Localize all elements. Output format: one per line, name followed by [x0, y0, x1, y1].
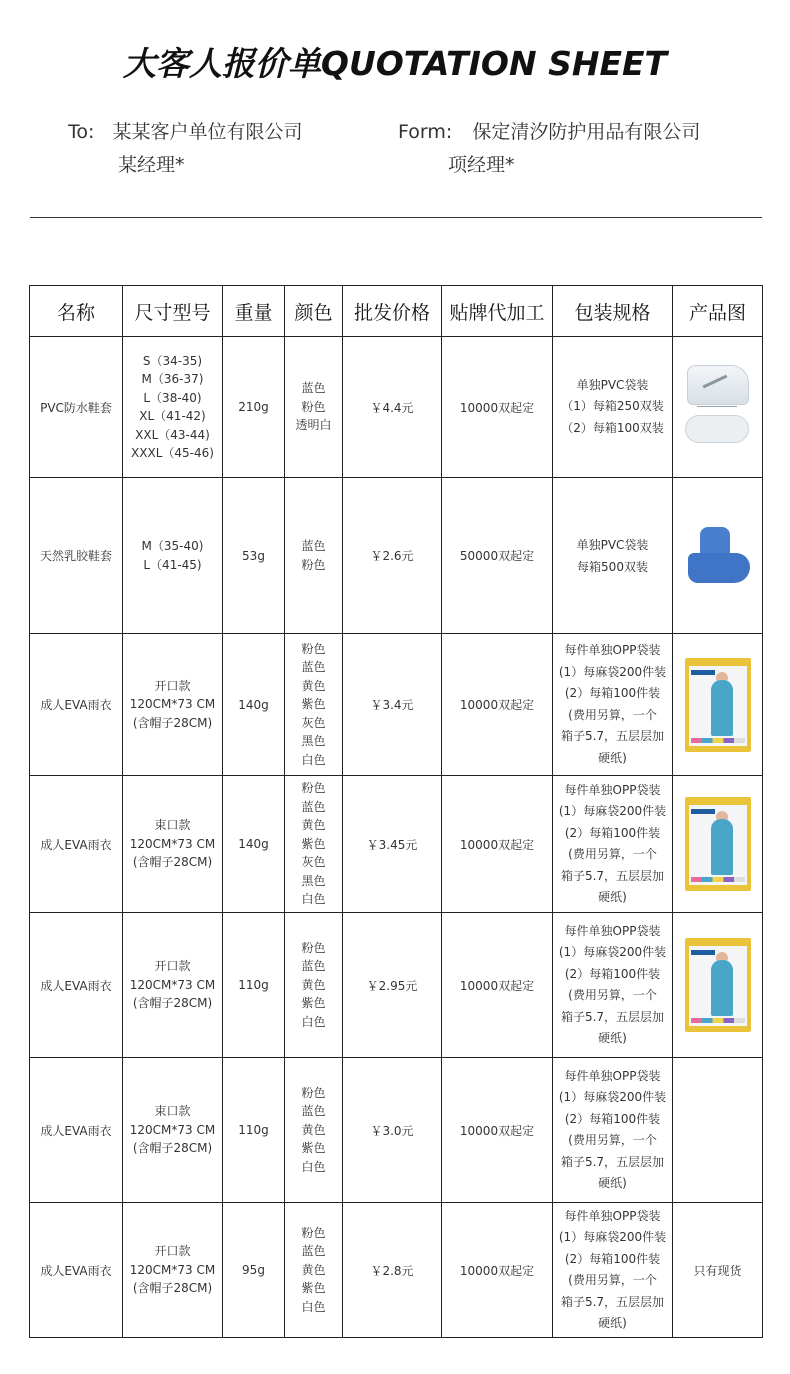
from-block — [398, 116, 700, 182]
color-line: 粉色 — [301, 557, 326, 572]
size-cell — [123, 1058, 223, 1203]
size-line: 束口款 — [154, 818, 191, 833]
to-company: 某某客户单位有限公司 — [112, 121, 303, 143]
price-cell: ￥3.0元 — [343, 1058, 442, 1203]
packing-line: 每件单独OPP袋装 — [564, 643, 661, 657]
color-line: 蓝色 — [301, 1104, 326, 1119]
product-name: 成人EVA雨衣 — [30, 1203, 123, 1338]
packing-cell — [553, 1203, 673, 1338]
packing-cell — [553, 776, 673, 913]
color-line: 白色 — [301, 892, 326, 907]
packing-line: (费用另算，一个 — [568, 1133, 657, 1147]
packing-line: (费用另算，一个 — [568, 988, 657, 1002]
color-cell — [285, 913, 343, 1058]
color-cell — [285, 1203, 343, 1338]
size-line: 120CM*73 CM — [129, 836, 216, 851]
oem-cell: 10000双起定 — [442, 913, 553, 1058]
color-line: 白色 — [301, 1014, 326, 1029]
packing-cell — [553, 634, 673, 776]
size-cell — [123, 1203, 223, 1338]
weight-cell: 95g — [223, 1203, 285, 1338]
packing-line: 箱子5.7，五层层加 — [560, 729, 665, 743]
table-row — [30, 337, 763, 478]
size-line: S（34-35) — [142, 353, 203, 368]
packing-cell — [553, 1058, 673, 1203]
size-line: 120CM*73 CM — [129, 697, 216, 712]
size-cell — [123, 776, 223, 913]
size-line: 120CM*73 CM — [129, 977, 216, 992]
color-line: 白色 — [301, 1299, 326, 1314]
color-line: 灰色 — [301, 715, 326, 730]
packing-line: (1）每麻袋200件装 — [558, 1090, 667, 1104]
product-image-cell — [673, 1058, 763, 1203]
color-line: 紫色 — [301, 996, 326, 1011]
packing-line: 每箱500双装 — [577, 559, 648, 574]
packing-line: 单独PVC袋装 — [576, 377, 649, 392]
eva-raincoat-image — [685, 797, 751, 891]
weight-cell: 110g — [223, 913, 285, 1058]
packing-line: (2）每箱100件装 — [564, 1111, 661, 1126]
to-label: To: — [68, 121, 95, 143]
weight-cell: 53g — [223, 478, 285, 634]
color-line: 粉色 — [301, 940, 326, 955]
product-name: 成人EVA雨衣 — [30, 776, 123, 913]
product-image-note: 只有现货 — [673, 1203, 763, 1338]
price-cell: ￥2.8元 — [343, 1203, 442, 1338]
packing-cell — [553, 337, 673, 478]
to-contact: 某经理* — [118, 154, 185, 176]
table-row — [30, 1058, 763, 1203]
table-row — [30, 776, 763, 913]
color-line: 透明白 — [295, 418, 332, 433]
size-line: 120CM*73 CM — [129, 1262, 216, 1277]
color-line: 蓝色 — [301, 381, 326, 396]
color-line: 白色 — [301, 752, 326, 767]
packing-line: (费用另算，一个 — [568, 847, 657, 861]
color-line: 蓝色 — [301, 959, 326, 974]
size-line: L（38-40) — [143, 390, 202, 405]
size-cell — [123, 634, 223, 776]
packing-line: (2）每箱100件装 — [564, 686, 661, 700]
color-line: 灰色 — [301, 855, 326, 870]
from-contact: 项经理* — [448, 154, 515, 176]
header-oem: 贴牌代加工 — [442, 286, 553, 337]
product-image-cell — [673, 478, 763, 634]
color-line: 蓝色 — [301, 539, 326, 553]
size-line: (含帽子28CM) — [132, 996, 213, 1011]
color-line: 紫色 — [301, 1281, 326, 1296]
eva-raincoat-image — [685, 658, 751, 752]
color-line: 紫色 — [301, 1141, 326, 1156]
color-line: 黑色 — [301, 873, 326, 888]
product-name: 天然乳胶鞋套 — [30, 478, 123, 634]
from-company: 保定清汐防护用品有限公司 — [472, 121, 701, 143]
color-line: 紫色 — [301, 697, 326, 712]
size-line: (含帽子28CM) — [132, 1141, 213, 1156]
packing-line: (2）每箱100件装 — [564, 966, 661, 981]
oem-cell: 50000双起定 — [442, 478, 553, 634]
color-line: 白色 — [301, 1159, 326, 1174]
color-line: 黑色 — [301, 734, 326, 749]
size-cell — [123, 913, 223, 1058]
size-line: (含帽子28CM) — [132, 1281, 213, 1296]
product-image-cell — [673, 634, 763, 776]
latex-shoe-cover-image — [684, 525, 752, 587]
color-line: 黄色 — [301, 678, 326, 693]
size-line: M（36-37) — [141, 372, 204, 386]
packing-cell — [553, 478, 673, 634]
packing-line: （2）每箱100双装 — [561, 420, 664, 435]
color-line: 黄色 — [301, 977, 326, 992]
table-row — [30, 913, 763, 1058]
size-line: (含帽子28CM) — [132, 715, 213, 730]
color-line: 蓝色 — [301, 1244, 326, 1259]
weight-cell: 110g — [223, 1058, 285, 1203]
oem-cell: 10000双起定 — [442, 634, 553, 776]
oem-cell: 10000双起定 — [442, 1058, 553, 1203]
product-name: PVC防水鞋套 — [30, 337, 123, 478]
color-line: 粉色 — [301, 399, 326, 414]
packing-line: 箱子5.7，五层层加 — [560, 1009, 665, 1024]
table-row — [30, 634, 763, 776]
packing-line: (1）每麻袋200件装 — [558, 945, 667, 959]
weight-cell: 140g — [223, 776, 285, 913]
size-line: M（35-40) — [141, 539, 204, 553]
product-image-cell — [673, 776, 763, 913]
size-line: 开口款 — [154, 678, 191, 693]
packing-line: 箱子5.7，五层层加 — [560, 1154, 665, 1169]
packing-line: (1）每麻袋200件装 — [558, 804, 667, 818]
header-name: 名称 — [30, 286, 123, 337]
product-name: 成人EVA雨衣 — [30, 634, 123, 776]
packing-line: 每件单独OPP袋装 — [564, 1068, 661, 1083]
price-cell: ￥2.6元 — [343, 478, 442, 634]
size-line: 开口款 — [154, 1244, 191, 1259]
pvc-shoe-cover-image — [683, 357, 753, 457]
color-cell — [285, 1058, 343, 1203]
color-line: 粉色 — [301, 1085, 326, 1100]
packing-line: (1）每麻袋200件装 — [558, 664, 667, 679]
packing-line: 硬纸) — [598, 1031, 627, 1045]
packing-line: (2）每箱100件装 — [564, 825, 661, 840]
size-line: XL（41-42) — [139, 409, 206, 423]
oem-cell: 10000双起定 — [442, 337, 553, 478]
color-line: 黄色 — [301, 1122, 326, 1137]
product-name: 成人EVA雨衣 — [30, 913, 123, 1058]
from-label: Form: — [398, 121, 453, 143]
size-cell — [123, 337, 223, 478]
price-cell: ￥3.45元 — [343, 776, 442, 913]
packing-line: （1）每箱250双装 — [561, 399, 664, 414]
weight-cell: 140g — [223, 634, 285, 776]
product-image-cell — [673, 913, 763, 1058]
packing-line: 每件单独OPP袋装 — [564, 923, 661, 938]
size-line: 束口款 — [154, 1104, 191, 1119]
price-cell: ￥2.95元 — [343, 913, 442, 1058]
color-line: 粉色 — [301, 781, 326, 796]
quotation-table — [29, 285, 763, 1338]
color-cell — [285, 634, 343, 776]
packing-line: 单独PVC袋装 — [576, 537, 649, 552]
color-line: 蓝色 — [301, 660, 326, 675]
header-packing: 包装规格 — [553, 286, 673, 337]
table-row — [30, 1203, 763, 1338]
packing-line: 硬纸) — [598, 750, 627, 765]
size-line: 开口款 — [154, 959, 191, 974]
header-color: 颜色 — [285, 286, 343, 337]
price-cell: ￥3.4元 — [343, 634, 442, 776]
product-image-cell — [673, 337, 763, 478]
packing-cell — [553, 913, 673, 1058]
to-block — [68, 116, 302, 182]
color-line: 紫色 — [301, 836, 326, 851]
packing-line: 每件单独OPP袋装 — [564, 782, 661, 797]
color-cell — [285, 776, 343, 913]
packing-line: (1）每麻袋200件装 — [558, 1230, 667, 1244]
product-name: 成人EVA雨衣 — [30, 1058, 123, 1203]
size-line: XXXL（45-46) — [131, 446, 214, 460]
page-title: 大客人报价单QUOTATION SHEET — [122, 44, 668, 83]
size-line: L（41-45) — [143, 557, 202, 572]
size-cell — [123, 478, 223, 634]
oem-cell: 10000双起定 — [442, 1203, 553, 1338]
packing-line: 箱子5.7，五层层加 — [560, 868, 665, 883]
table-header-row — [30, 286, 763, 337]
packing-line: 硬纸) — [598, 1316, 627, 1330]
packing-line: (费用另算，一个 — [568, 1273, 657, 1287]
divider — [30, 217, 762, 218]
header-image: 产品图 — [673, 286, 763, 337]
table-row — [30, 478, 763, 634]
packing-line: (2）每箱100件装 — [564, 1251, 661, 1266]
color-line: 黄色 — [301, 1262, 326, 1277]
color-cell — [285, 478, 343, 634]
packing-line: 每件单独OPP袋装 — [564, 1208, 661, 1223]
weight-cell: 210g — [223, 337, 285, 478]
packing-line: 硬纸) — [598, 890, 627, 904]
header-size: 尺寸型号 — [123, 286, 223, 337]
color-line: 黄色 — [301, 818, 326, 833]
size-line: (含帽子28CM) — [132, 855, 213, 870]
header-weight: 重量 — [223, 286, 285, 337]
size-line: 120CM*73 CM — [129, 1122, 216, 1137]
packing-line: 硬纸) — [598, 1176, 627, 1190]
size-line: XXL（43-44) — [135, 427, 210, 442]
color-line: 蓝色 — [301, 799, 326, 814]
color-line: 粉色 — [301, 641, 326, 656]
header-price: 批发价格 — [343, 286, 442, 337]
color-cell — [285, 337, 343, 478]
oem-cell: 10000双起定 — [442, 776, 553, 913]
color-line: 粉色 — [301, 1225, 326, 1240]
eva-raincoat-image — [685, 938, 751, 1032]
packing-line: (费用另算，一个 — [568, 707, 657, 722]
price-cell: ￥4.4元 — [343, 337, 442, 478]
packing-line: 箱子5.7，五层层加 — [560, 1294, 665, 1309]
